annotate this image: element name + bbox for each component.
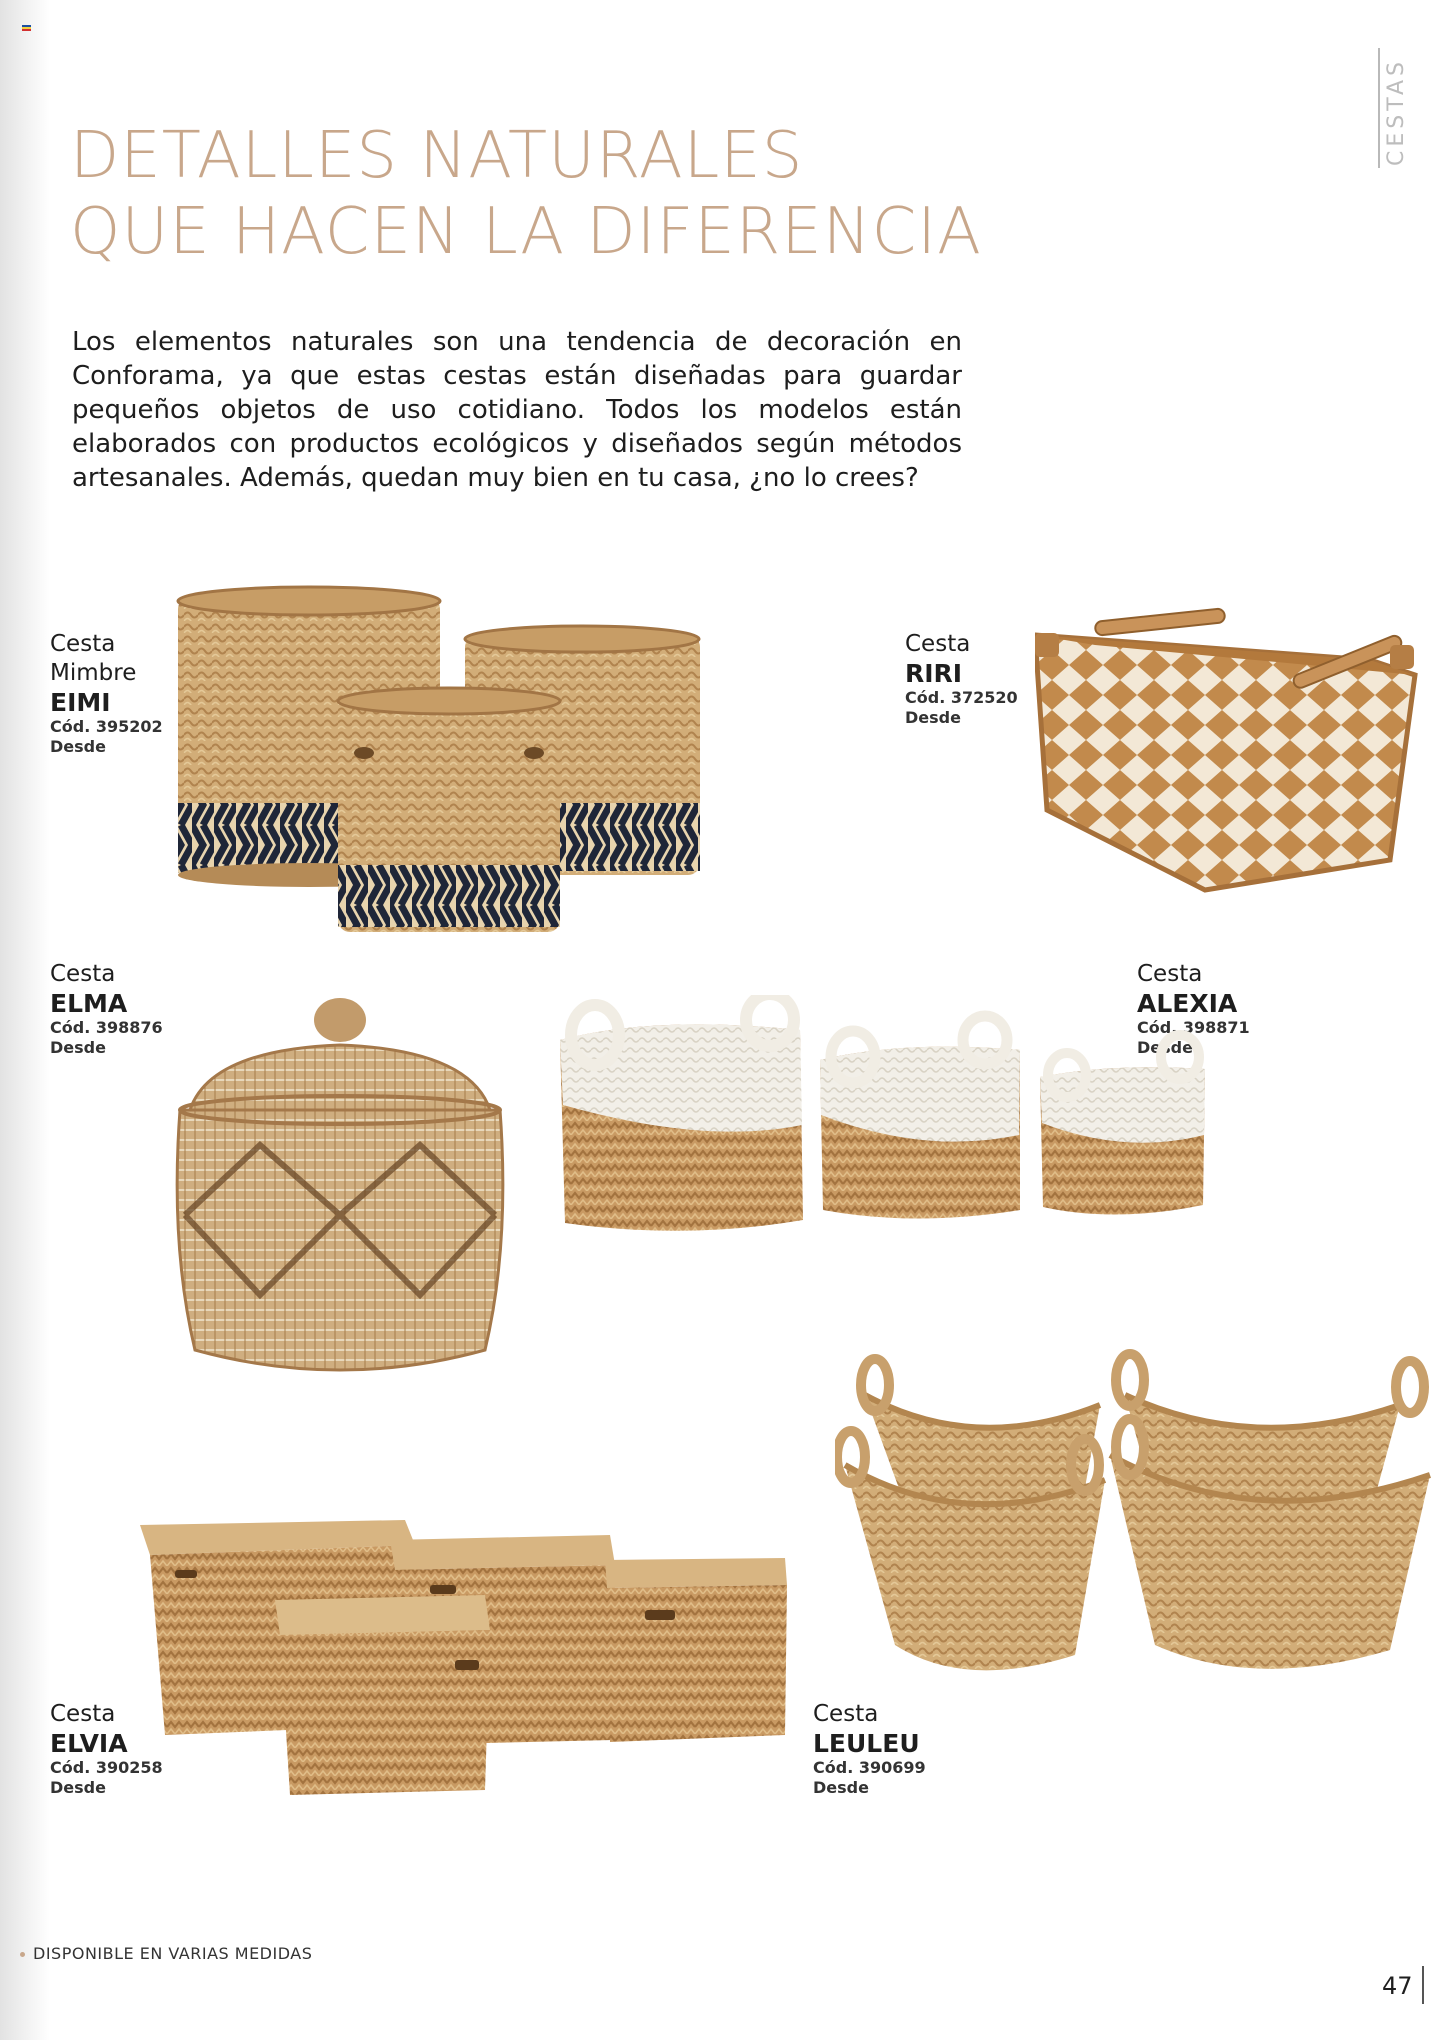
product-code: Cód. 390699 (813, 1758, 926, 1777)
product-label-leuleu (813, 1700, 926, 1798)
alexia-basket-small (1040, 1035, 1205, 1215)
elvia-trunk-right (605, 1558, 787, 1742)
section-tab-bar (1378, 48, 1380, 168)
product-code: Cód. 398876 (50, 1018, 163, 1037)
product-label-elma (50, 960, 163, 1058)
page-title-line-1: DETALLES NATURALES (70, 119, 804, 193)
product-price-from: Desde (50, 1778, 106, 1797)
product-name: ALEXIA (1137, 989, 1238, 1018)
product-code: Cód. 398871 (1137, 1018, 1250, 1037)
product-price-from: Desde (813, 1778, 869, 1797)
page-number: 47 (1382, 1972, 1413, 2000)
section-tab-label: CESTAS (1384, 58, 1409, 166)
product-type: Cesta (905, 631, 971, 657)
product-name: ELMA (50, 989, 128, 1018)
page-gutter (0, 0, 50, 2040)
eimi-basket-small (338, 688, 560, 932)
product-type: Cesta (50, 631, 116, 657)
product-type: Cesta (1137, 961, 1203, 987)
section-tab[interactable] (1372, 48, 1412, 168)
alexia-basket-large (560, 995, 803, 1231)
page-title (70, 118, 982, 270)
availability-note (20, 1944, 312, 1963)
product-code: Cód. 395202 (50, 717, 163, 736)
product-name: EIMI (50, 688, 111, 717)
product-image-alexia (555, 995, 1215, 1240)
product-image-eimi (170, 585, 710, 945)
product-price-from: Desde (50, 1038, 106, 1057)
product-image-elma (170, 995, 510, 1395)
product-image-riri (1035, 605, 1420, 895)
elvia-trunk-small (275, 1595, 490, 1795)
product-image-leuleu (835, 1345, 1435, 1705)
availability-note-text: DISPONIBLE EN VARIAS MEDIDAS (33, 1944, 313, 1963)
product-code: Cód. 372520 (905, 688, 1018, 707)
product-label-riri (905, 630, 1018, 728)
product-price-from: Desde (50, 737, 106, 756)
page-number-bar (1422, 1966, 1424, 2004)
product-material: Mimbre (50, 660, 137, 686)
bullet-icon (20, 1952, 25, 1957)
product-type: Cesta (813, 1701, 879, 1727)
product-code: Cód. 390258 (50, 1758, 163, 1777)
product-name: ELVIA (50, 1729, 128, 1758)
product-price-from: Desde (905, 708, 961, 727)
page-title-line-2: QUE HACEN LA DIFERENCIA (70, 195, 982, 269)
product-label-eimi (50, 630, 163, 757)
flag-icon (22, 25, 31, 31)
product-image-elvia (135, 1510, 795, 1800)
product-price-from: Desde (1137, 1038, 1193, 1057)
intro-paragraph: Los elementos naturales son una tendencia de decoración en Conforama, ya que estas cestas están diseñadas para guardar pequeños objetos de uso cotidiano. Todos los modelos están elaborados con productos ecológicos y diseñados según métodos artesanales. Además, quedan muy bien en tu casa, ¿no lo crees? (72, 327, 962, 493)
product-name: RIRI (905, 659, 963, 688)
product-name: LEULEU (813, 1729, 920, 1758)
alexia-basket-medium (820, 1016, 1020, 1219)
product-type: Cesta (50, 961, 116, 987)
product-type: Cesta (50, 1701, 116, 1727)
